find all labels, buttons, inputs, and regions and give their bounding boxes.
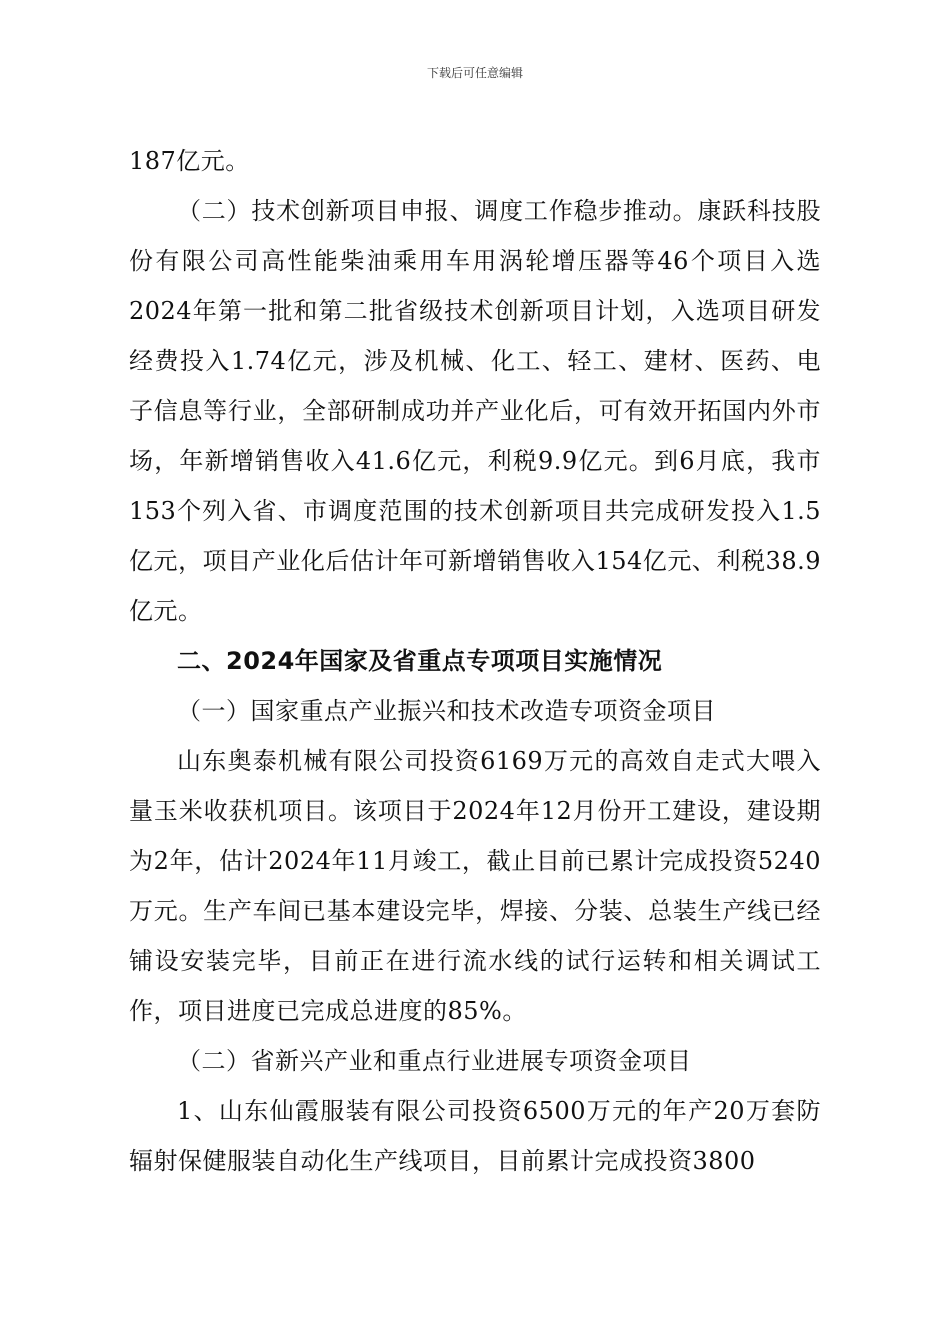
document-body <box>129 136 821 1186</box>
paragraph-continuation: 187亿元。 <box>129 147 250 175</box>
subsection-heading-provincial: （二）省新兴产业和重点行业进展专项资金项目 <box>177 1047 692 1075</box>
paragraph-tech-innovation: （二）技术创新项目申报、调度工作稳步推动。康跃科技股份有限公司高性能柴油乘用车用涡轮增压器等46个项目入选2024年第一批和第二批省级技术创新项目计划，入选项目研发经费投入1.74亿元，涉及机械、化工、轻工、建材、医药、电子信息等行业，全部研制成功并产业化后，可有效开拓国内外市场，年新增销售收入41.6亿元，利税9.9亿元。到6月底，我市153个列入省、市调度范围的技术创新项目共完成研发投入1.5亿元，项目产业化后估计年可新增销售收入154亿元、利税38.9亿元。 <box>129 197 821 625</box>
paragraph-aotai-project: 山东奥泰机械有限公司投资6169万元的高效自走式大喂入量玉米收获机项目。该项目于2024年12月份开工建设，建设期为2年，估计2024年11月竣工，截止目前已累计完成投资5240万元。生产车间已基本建设完毕，焊接、分装、总装生产线已经铺设安装完毕，目前正在进行流水线的试行运转和相关调试工作，项目进度已完成总进度的85%。 <box>129 747 821 1025</box>
paragraph-xianxia-project: 1、山东仙霞服装有限公司投资6500万元的年产20万套防辐射保健服装自动化生产线项目，目前累计完成投资3800 <box>129 1097 821 1175</box>
page-header: 下载后可任意编辑 <box>426 66 523 80</box>
subsection-heading-national: （一）国家重点产业振兴和技术改造专项资金项目 <box>177 697 716 725</box>
section-heading: 二、2024年国家及省重点专项项目实施情况 <box>177 647 663 675</box>
